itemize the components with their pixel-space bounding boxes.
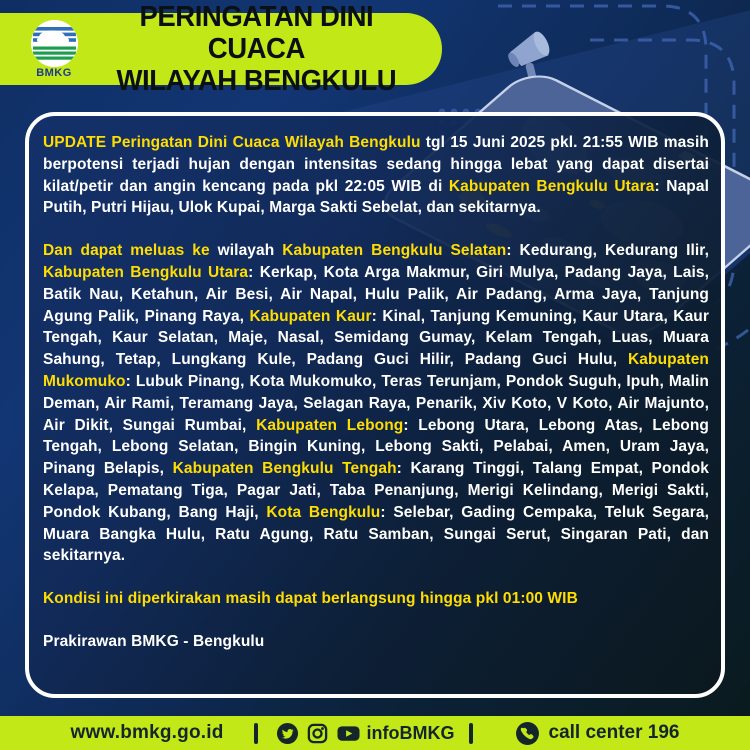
- page-title-line1: PERINGATAN DINI CUACA: [139, 1, 374, 65]
- highlighted-text: Kabupaten Bengkulu Utara: [43, 263, 249, 281]
- website-url: www.bmkg.go.id: [70, 722, 224, 743]
- social-icons: [276, 722, 361, 745]
- text-segment: tgl 15 Juni 2025 pkl. 21:55 WIB masih berpotensi terjadi hujan dengan intensitas sedang hingga lebat yang dapat disertai kilat/petir dan angin kencang pada pkl 22:05 WIB di: [43, 134, 709, 195]
- highlighted-text: Kabupaten Bengkulu Utara: [448, 177, 655, 195]
- phone-icon: [515, 721, 540, 746]
- text-segment: : Kerkap, Kota Arga Makmur, Giri Mulya, Padang Jaya, Lais, Batik Nau, Ketahun, Air Besi, Air Napal, Hulu Palik, Air Padang, Arma Jaya, Tanjung Agung Palik, Pinang Raya,: [43, 263, 709, 325]
- social-handle: infoBMKG: [366, 722, 455, 743]
- youtube-icon: [336, 722, 361, 745]
- warning-text: [43, 132, 709, 653]
- highlighted-text: Kabupaten Mukomuko: [43, 351, 709, 390]
- instagram-icon: [306, 722, 329, 745]
- text-segment: Prakirawan BMKG - Bengkulu: [43, 632, 265, 650]
- text-segment: : Lubuk Pinang, Kota Mukomuko, Teras Terunjam, Pondok Suguh, Ipuh, Malin Deman, Air Rami, Teramang Jaya, Selagan Raya, Penarik, Xiv Koto, V Koto, Air Majunto, Air Dikit, Sungai Rumbai,: [43, 372, 709, 434]
- text-segment: : Kedurang, Kedurang Ilir,: [506, 242, 709, 260]
- highlighted-text: Kabupaten Bengkulu Selatan: [282, 242, 507, 260]
- highlighted-text: UPDATE Peringatan Dini Cuaca Wilayah Bengkulu: [43, 134, 421, 151]
- twitter-icon: [276, 722, 299, 745]
- footer-bar: [0, 716, 750, 750]
- warning-paragraph: [43, 240, 709, 567]
- text-segment: : Lebong Utara, Lebong Atas, Lebong Tengah, Lebong Selatan, Bingin Kuning, Lebong Sakti, Pelabai, Amen, Uram Jaya, Pinang Belapis,: [43, 416, 709, 478]
- warning-paragraph: [43, 588, 709, 610]
- text-segment: wilayah: [209, 242, 283, 260]
- highlighted-text: Kabupaten Bengkulu Tengah: [172, 460, 397, 478]
- bmkg-cloud-logo-icon: [31, 20, 78, 67]
- bmkg-logo: [24, 20, 84, 79]
- page-title-line2: WILAYAH BENGKULU: [116, 65, 397, 97]
- call-center-label: call center 196: [548, 722, 680, 743]
- highlighted-text: Kota Bengkulu: [266, 503, 381, 521]
- highlighted-text: Kabupaten Lebong: [256, 416, 404, 434]
- call-center-group: [515, 721, 680, 746]
- warning-card: [25, 112, 725, 698]
- text-segment: : Selebar, Gading Cempaka, Teluk Segara, Muara Bangka Hulu, Ratu Agung, Ratu Samban, Sungai Serut, Singaran Pati, dan sekitarnya.: [43, 503, 710, 565]
- warning-paragraph: [43, 631, 709, 653]
- highlighted-text: Dan dapat meluas ke: [43, 242, 210, 260]
- text-segment: : Kinal, Tanjung Kemuning, Kaur Utara, Kaur Tengah, Kaur Selatan, Maje, Nasal, Semidang Gumay, Kelam Tengah, Luas, Muara Sahung, Tetap, Lungkang Kule, Padang Guci Hilir, Padang Guci Hulu,: [43, 307, 710, 369]
- title-banner: [0, 1, 442, 97]
- highlighted-text: Kabupaten Kaur: [249, 307, 372, 325]
- warning-paragraph: [43, 132, 709, 219]
- footer-divider: [469, 723, 473, 744]
- footer-divider: [254, 723, 258, 744]
- highlighted-text: Kondisi ini diperkirakan masih dapat berlangsung hingga pkl 01:00 WIB: [43, 590, 578, 608]
- bmkg-logo-label: BMKG: [36, 66, 72, 79]
- text-segment: : Napal Putih, Putri Hijau, Ulok Kupai, Marga Sakti Sebelat, dan sekitarnya.: [43, 177, 709, 217]
- text-segment: : Karang Tinggi, Talang Empat, Pondok Kelapa, Pematang Tiga, Pagar Jati, Taba Penanjung, Merigi Kelindang, Merigi Sakti, Pondok Kubang, Bang Haji,: [43, 460, 709, 521]
- page-title: [93, 1, 433, 97]
